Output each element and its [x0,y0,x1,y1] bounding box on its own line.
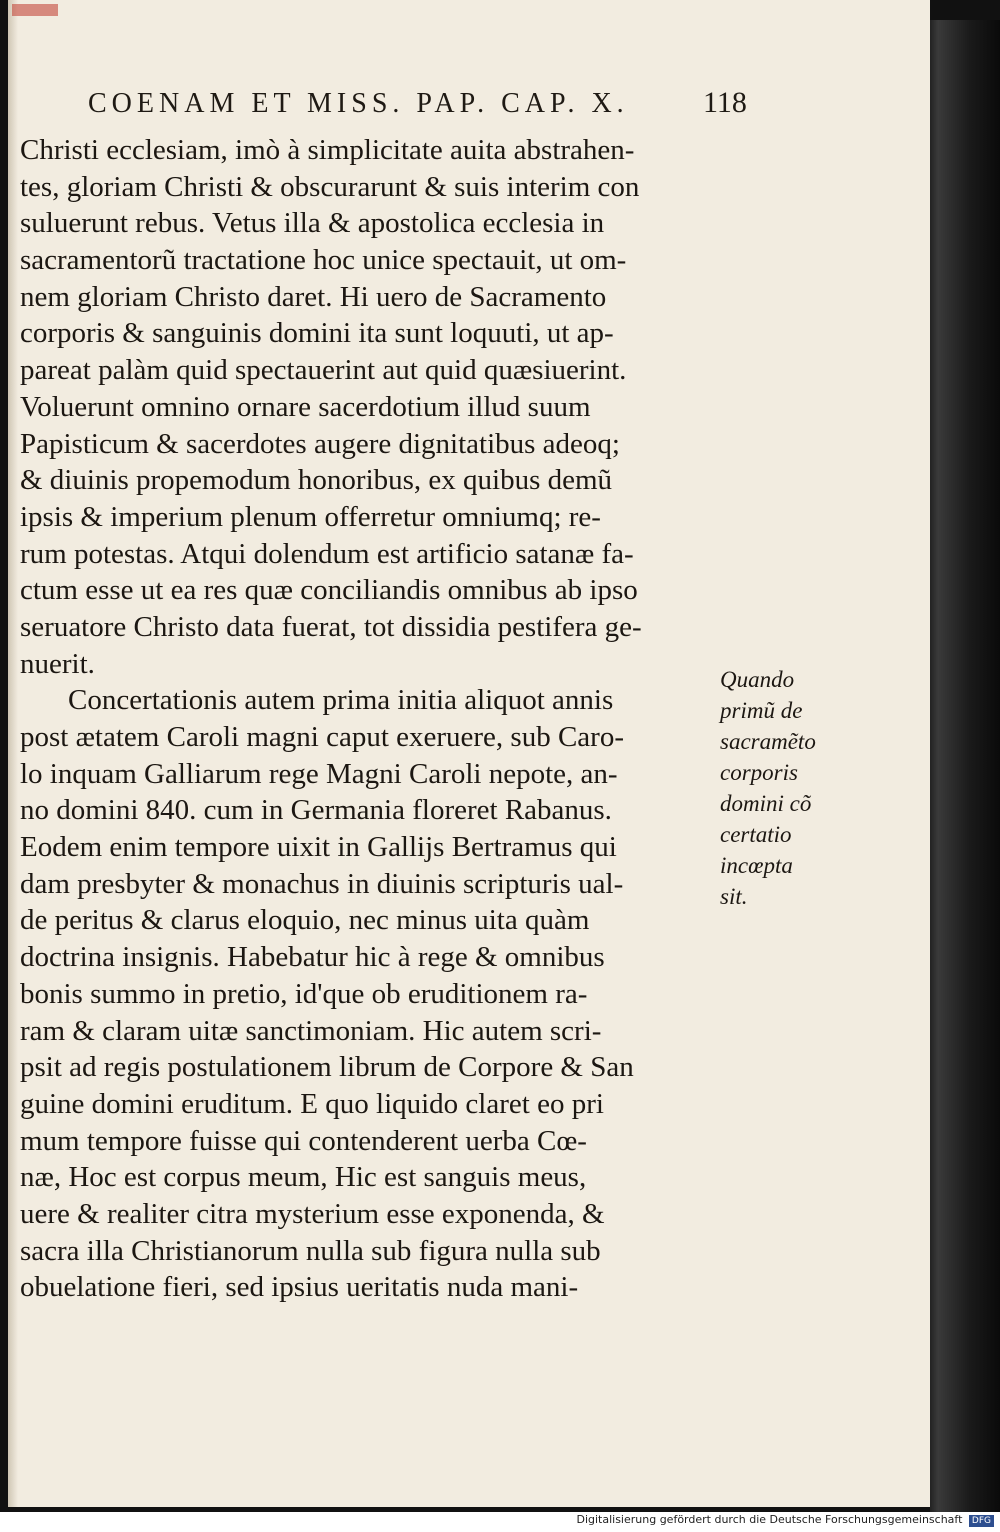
text-line: psit ad regis postulationem librum de Corpore & San [20,1051,634,1084]
marginal-note-line: certatio [720,822,792,847]
text-line: post ætatem Caroli magni caput exeruere, sub Caro- [20,721,624,753]
marginal-note-line: incœpta [720,853,793,878]
text-line: & diuinis propemodum honoribus, ex quibus demũ [20,464,613,497]
body-text [20,132,740,1306]
text-line: Papisticum & sacerdotes augere dignitatibus adeoq; [20,427,620,460]
page-number: 118 [703,86,747,119]
text-line: næ, Hoc est corpus meum, Hic est sanguis meus, [20,1161,587,1194]
page-edge [930,20,1000,1512]
text-line: bonis summo in pretio, id'que ob eruditionem ra- [20,977,588,1010]
text-line: guine domini eruditum. E quo liquido claret eo pri [20,1087,604,1120]
text-line: suluerunt rebus. Vetus illa & apostolica ecclesia in [20,207,605,240]
text-line: Voluerunt omnino ornare sacerdotium illud suum [20,390,591,423]
text-line: corporis & sanguinis domini ita sunt loquuti, ut ap- [20,317,614,350]
text-line: ipsis & imperium plenum offerretur omniumq; re- [20,500,601,533]
text-line: lo inquam Galliarum rege Magni Caroli nepote, an- [20,757,618,790]
text-line: uere & realiter citra mysterium esse exponenda, & [20,1197,605,1230]
page-gutter-shadow [8,0,18,1507]
text-line: nem gloriam Christo daret. Hi uero de Sacramento [20,280,607,313]
text-line: rum potestas. Atqui dolendum est artificio satanæ fa- [20,537,634,570]
text-line: nuerit. [20,647,95,680]
marginal-note-line: corporis [720,760,798,785]
text-line: dam presbyter & monachus in diuinis scripturis ual- [20,867,624,900]
library-stamp-mark [12,4,58,16]
marginal-note-line: primũ de [720,698,803,723]
marginal-note-line: domini cõ [720,791,812,816]
marginal-note-line: sit. [720,884,748,909]
text-line: Eodem enim tempore uixit in Gallijs Bertramus qui [20,831,617,864]
text-line: seruatore Christo data fuerat, tot dissidia pestifera ge- [20,610,642,643]
text-line: de peritus & clarus eloquio, nec minus uita quàm [20,904,590,937]
text-line: ram & claram uitæ sanctimoniam. Hic autem scri- [20,1014,602,1047]
running-head: COENAM ET MISS. PAP. CAP. X. [88,88,629,119]
credit-text: Digitalisierung gefördert durch die Deutsche Forschungsgemeinschaft [576,1513,963,1526]
text-line: no domini 840. cum in Germania floreret Rabanus. [20,794,612,827]
text-line: ctum esse ut ea res quæ conciliandis omnibus ab ipso [20,574,638,607]
marginal-note [720,664,830,912]
text-line: mum tempore fuisse qui contenderent uerba Cœ- [20,1124,587,1157]
text-line: sacra illa Christianorum nulla sub figura nulla sub [20,1234,601,1267]
paragraph-start-line: Concertationis autem prima initia aliquot annis [68,684,614,717]
digitization-credit [576,1513,994,1527]
dfg-logo: DFG [969,1515,994,1527]
text-line: Christi ecclesiam, imò à simplicitate auita abstrahen- [20,134,635,166]
text-line: doctrina insignis. Habebatur hic à rege & omnibus [20,941,605,974]
text-line: obuelatione fieri, sed ipsius ueritatis nuda mani- [20,1271,579,1304]
marginal-note-line: sacramẽto [720,729,816,754]
text-line: sacramentorũ tractatione hoc unice spectauit, ut om- [20,244,627,277]
marginal-note-line: Quando [720,667,795,692]
text-line: pareat palàm quid spectauerint aut quid quæsiuerint. [20,354,627,387]
text-line: tes, gloriam Christi & obscurarunt & suis interim con [20,170,640,203]
